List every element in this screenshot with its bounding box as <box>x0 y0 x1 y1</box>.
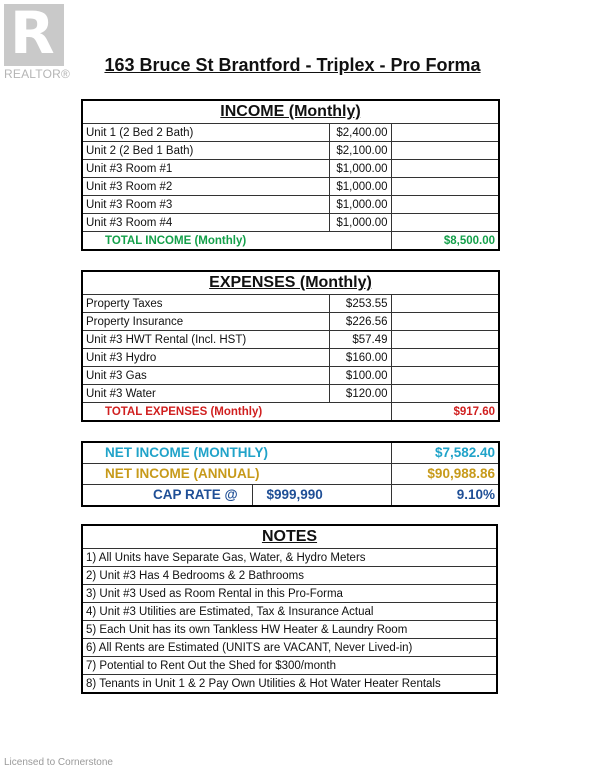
expense-row <box>82 367 499 385</box>
income-label: Unit 1 (2 Bed 2 Bath) <box>82 124 329 142</box>
notes-header: NOTES <box>82 525 497 549</box>
income-label: Unit #3 Room #3 <box>82 196 329 214</box>
expense-amount: $100.00 <box>329 367 391 385</box>
empty-cell <box>391 124 499 142</box>
net-monthly-row <box>82 442 499 464</box>
income-amount: $2,400.00 <box>329 124 391 142</box>
expense-label: Unit #3 Water <box>82 385 329 403</box>
empty-cell <box>391 160 499 178</box>
income-row <box>82 160 499 178</box>
page-title <box>0 55 593 76</box>
notes-header-row <box>82 525 497 549</box>
empty-cell <box>391 178 499 196</box>
realtor-logo-letter: R <box>10 0 55 67</box>
expense-row <box>82 385 499 403</box>
expense-row <box>82 313 499 331</box>
empty-cell <box>391 196 499 214</box>
expense-label: Property Insurance <box>82 313 329 331</box>
page-title-text: 163 Bruce St Brantford - Triplex - Pro Forma <box>104 55 481 75</box>
note-row <box>82 603 497 621</box>
note-row <box>82 621 497 639</box>
cap-rate-label: CAP RATE @ <box>82 485 252 507</box>
expense-amount: $226.56 <box>329 313 391 331</box>
expense-label: Property Taxes <box>82 295 329 313</box>
cap-rate-row <box>82 485 499 507</box>
expense-amount: $160.00 <box>329 349 391 367</box>
notes-table <box>81 524 498 694</box>
net-monthly-value: $7,582.40 <box>391 442 499 464</box>
note-item: 8) Tenants in Unit 1 & 2 Pay Own Utilities & Hot Water Heater Rentals <box>82 675 497 694</box>
income-label: Unit #3 Room #4 <box>82 214 329 232</box>
empty-cell <box>391 331 499 349</box>
income-amount: $1,000.00 <box>329 214 391 232</box>
note-item: 2) Unit #3 Has 4 Bedrooms & 2 Bathrooms <box>82 567 497 585</box>
note-item: 4) Unit #3 Utilities are Estimated, Tax & Insurance Actual <box>82 603 497 621</box>
realtor-logo-text: REALTOR® <box>4 67 71 81</box>
income-header: INCOME (Monthly) <box>82 100 499 124</box>
expense-row <box>82 331 499 349</box>
expense-label: Unit #3 HWT Rental (Incl. HST) <box>82 331 329 349</box>
net-annual-row <box>82 464 499 485</box>
income-row <box>82 214 499 232</box>
net-monthly-label: NET INCOME (MONTHLY) <box>82 442 391 464</box>
note-row <box>82 675 497 694</box>
income-amount: $1,000.00 <box>329 160 391 178</box>
empty-cell <box>391 349 499 367</box>
note-item: 5) Each Unit has its own Tankless HW Heater & Laundry Room <box>82 621 497 639</box>
net-annual-value: $90,988.86 <box>391 464 499 485</box>
income-row <box>82 196 499 214</box>
empty-cell <box>391 385 499 403</box>
expenses-total-row <box>82 403 499 422</box>
income-label: Unit #3 Room #1 <box>82 160 329 178</box>
net-income-table <box>81 441 500 507</box>
empty-cell <box>391 295 499 313</box>
income-label: Unit 2 (2 Bed 1 Bath) <box>82 142 329 160</box>
empty-cell <box>391 367 499 385</box>
expense-amount: $120.00 <box>329 385 391 403</box>
expense-amount: $57.49 <box>329 331 391 349</box>
expense-row <box>82 349 499 367</box>
note-row <box>82 639 497 657</box>
license-footer: Licensed to Cornerstone <box>4 757 113 768</box>
income-row <box>82 142 499 160</box>
cap-rate-price: $999,990 <box>252 485 391 507</box>
income-label: Unit #3 Room #2 <box>82 178 329 196</box>
expenses-header: EXPENSES (Monthly) <box>82 271 499 295</box>
income-table <box>81 99 500 251</box>
income-row <box>82 124 499 142</box>
note-row <box>82 585 497 603</box>
note-row <box>82 657 497 675</box>
total-expenses-value: $917.60 <box>391 403 499 422</box>
income-header-row <box>82 100 499 124</box>
note-item: 6) All Rents are Estimated (UNITS are VACANT, Never Lived-in) <box>82 639 497 657</box>
note-row <box>82 567 497 585</box>
expenses-header-row <box>82 271 499 295</box>
note-row <box>82 549 497 567</box>
empty-cell <box>391 313 499 331</box>
income-amount: $1,000.00 <box>329 196 391 214</box>
total-income-label: TOTAL INCOME (Monthly) <box>82 232 391 251</box>
note-item: 7) Potential to Rent Out the Shed for $300/month <box>82 657 497 675</box>
income-amount: $2,100.00 <box>329 142 391 160</box>
empty-cell <box>391 142 499 160</box>
total-expenses-label: TOTAL EXPENSES (Monthly) <box>82 403 391 422</box>
expense-label: Unit #3 Hydro <box>82 349 329 367</box>
income-amount: $1,000.00 <box>329 178 391 196</box>
income-row <box>82 178 499 196</box>
expense-label: Unit #3 Gas <box>82 367 329 385</box>
cap-rate-value: 9.10% <box>391 485 499 507</box>
net-annual-label: NET INCOME (ANNUAL) <box>82 464 391 485</box>
income-total-row <box>82 232 499 251</box>
note-item: 3) Unit #3 Used as Room Rental in this Pro-Forma <box>82 585 497 603</box>
expenses-table <box>81 270 500 422</box>
empty-cell <box>391 214 499 232</box>
note-item: 1) All Units have Separate Gas, Water, & Hydro Meters <box>82 549 497 567</box>
expense-row <box>82 295 499 313</box>
total-income-value: $8,500.00 <box>391 232 499 251</box>
expense-amount: $253.55 <box>329 295 391 313</box>
